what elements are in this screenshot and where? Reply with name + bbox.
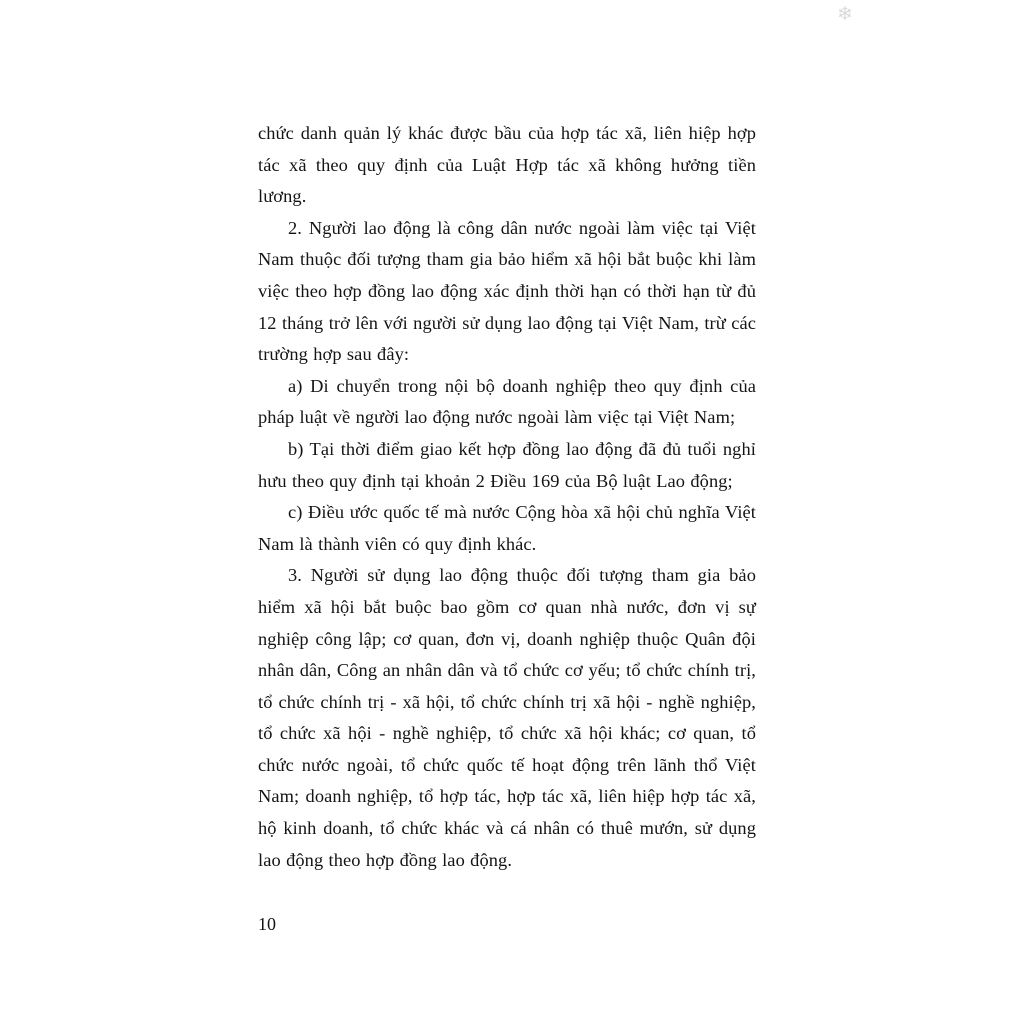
paragraph-clause-3: 3. Người sử dụng lao động thuộc đối tượng tham gia bảo hiểm xã hội bắt buộc bao gồm cơ quan nhà nước, đơn vị sự nghiệp công lập; cơ quan, đơn vị, doanh nghiệp thuộc Quân đội nhân dân, Công an nhân dân và tổ chức cơ yếu; tổ chức chính trị, tổ chức chính trị - xã hội, tổ chức chính trị xã hội - nghề nghiệp, tổ chức xã hội - nghề nghiệp, tổ chức xã hội khác; cơ quan, tổ chức nước ngoài, tổ chức quốc tế hoạt động trên lãnh thổ Việt Nam; doanh nghiệp, tổ hợp tác, hợp tác xã, liên hiệp hợp tác xã, hộ kinh doanh, tổ chức khác và cá nhân có thuê mướn, sử dụng lao động theo hợp đồng lao động. [258,565,756,870]
paragraph-clause-2: 2. Người lao động là công dân nước ngoài làm việc tại Việt Nam thuộc đối tượng tham gia bảo hiểm xã hội bắt buộc khi làm việc theo hợp đồng lao động xác định thời hạn có thời hạn từ đủ 12 tháng trở lên với người sử dụng lao động tại Việt Nam, trừ các trường hợp sau đây: [258,217,756,365]
body-text-column [258,118,756,876]
paragraph-continued: chức danh quản lý khác được bầu của hợp tác xã, liên hiệp hợp tác xã theo quy định của Luật Hợp tác xã không hưởng tiền lương. [258,123,756,207]
sparkle-ornament-icon: ❄ [837,4,853,25]
paragraph-clause-2c: c) Điều ước quốc tế mà nước Cộng hòa xã hội chủ nghĩa Việt Nam là thành viên có quy định khác. [258,502,756,554]
page-number: 10 [258,914,276,934]
paragraph-clause-2a: a) Di chuyển trong nội bộ doanh nghiệp theo quy định của pháp luật về người lao động nước ngoài làm việc tại Việt Nam; [258,375,756,428]
paragraph-clause-2b: b) Tại thời điểm giao kết hợp đồng lao động đã đủ tuổi nghỉ hưu theo quy định tại khoản 2 Điều 169 của Bộ luật Lao động; [258,438,756,491]
